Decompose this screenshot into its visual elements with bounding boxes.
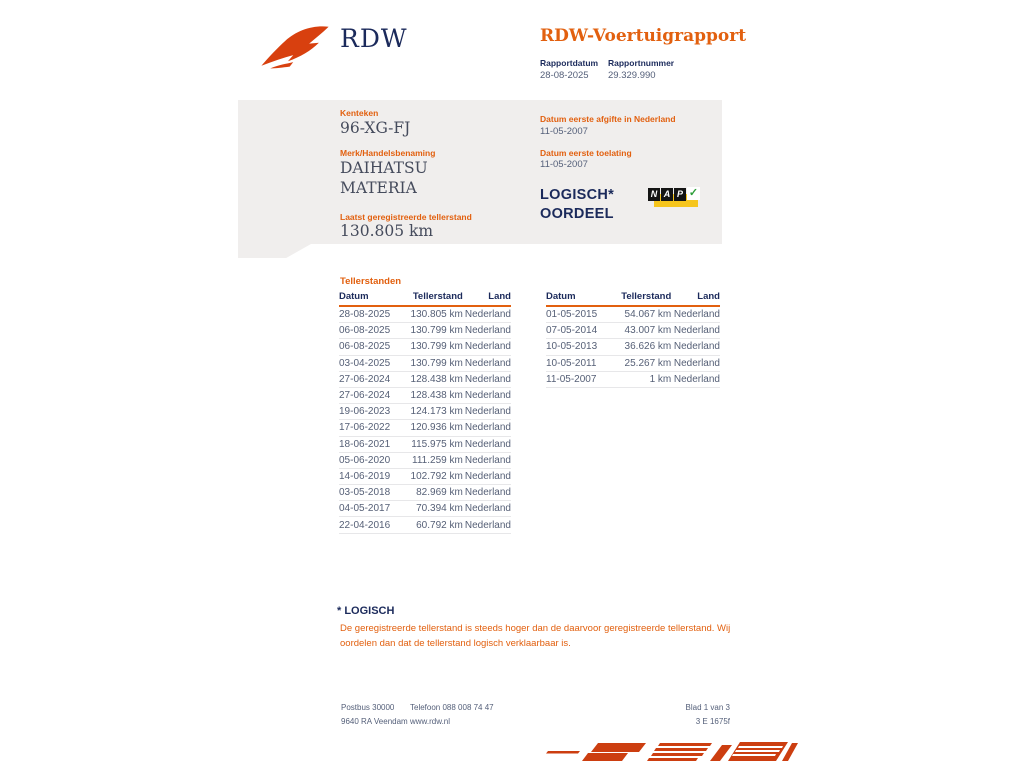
tellerstanden-table-left <box>339 289 511 534</box>
oordeel-verdict <box>540 186 614 223</box>
datum-cell: 22-04-2016 <box>339 517 401 533</box>
land-cell: Nederland <box>463 306 511 323</box>
footer-address-line1: Postbus 30000 <box>341 703 395 712</box>
datum-cell: 18-06-2021 <box>339 436 401 452</box>
land-cell: Nederland <box>463 323 511 339</box>
footer-form-code: 3 E 1675f <box>695 717 730 726</box>
nap-checkmark-icon: ✓ <box>688 187 699 199</box>
datum-cell: 27-06-2024 <box>339 371 401 387</box>
vehicle-summary-box-tab <box>238 244 311 258</box>
tellerstand-cell: 43.007 km <box>609 323 672 339</box>
land-cell: Nederland <box>463 485 511 501</box>
report-number-label: Rapportnummer <box>608 58 675 68</box>
rdw-stripes-graphic <box>540 737 798 768</box>
kenteken-value: 96-XG-FJ <box>340 119 411 137</box>
table-row <box>546 339 720 355</box>
table-row <box>546 371 720 387</box>
tellerstand-cell: 36.626 km <box>609 339 672 355</box>
model-value: MATERIA <box>340 179 417 197</box>
land-cell: Nederland <box>671 355 720 371</box>
footer-address-line2: 9640 RA Veendam <box>341 717 408 726</box>
col-header-land: Land <box>463 289 511 306</box>
report-number-value: 29.329.990 <box>608 70 656 81</box>
eerste-toelating-value: 11-05-2007 <box>540 159 588 170</box>
datum-cell: 28-08-2025 <box>339 306 401 323</box>
land-cell: Nederland <box>671 371 720 387</box>
report-date-value: 28-08-2025 <box>540 70 589 81</box>
datum-cell: 11-05-2007 <box>546 371 609 387</box>
eerste-toelating-label: Datum eerste toelating <box>540 148 632 158</box>
datum-cell: 10-05-2013 <box>546 339 609 355</box>
kenteken-label: Kenteken <box>340 108 379 118</box>
table-row <box>546 323 720 339</box>
table-row <box>339 355 511 371</box>
tellerstand-cell: 130.799 km <box>401 355 463 371</box>
land-cell: Nederland <box>671 323 720 339</box>
logisch-footnote-title: * LOGISCH <box>337 605 395 617</box>
laatste-tellerstand-value: 130.805 km <box>340 222 434 240</box>
table-header-row <box>546 289 720 306</box>
table-row <box>339 387 511 403</box>
land-cell: Nederland <box>463 371 511 387</box>
tellerstand-cell: 1 km <box>609 371 672 387</box>
tellerstand-cell: 25.267 km <box>609 355 672 371</box>
land-cell: Nederland <box>463 436 511 452</box>
table-row <box>339 501 511 517</box>
land-cell: Nederland <box>463 452 511 468</box>
footer-page-info <box>530 701 730 729</box>
datum-cell: 01-05-2015 <box>546 306 609 323</box>
col-header-land: Land <box>671 289 720 306</box>
eerste-afgifte-label: Datum eerste afgifte in Nederland <box>540 114 676 124</box>
tellerstand-cell: 128.438 km <box>401 387 463 403</box>
table-row <box>339 517 511 533</box>
table-row <box>546 355 720 371</box>
datum-cell: 06-08-2025 <box>339 323 401 339</box>
nap-logo <box>648 185 700 211</box>
tellerstand-cell: 128.438 km <box>401 371 463 387</box>
col-header-tellerstand: Tellerstand <box>401 289 463 306</box>
tellerstand-cell: 102.792 km <box>401 468 463 484</box>
report-title: RDW-Voertuigrapport <box>540 26 747 46</box>
tellerstand-cell: 130.799 km <box>401 339 463 355</box>
merk-label: Merk/Handelsbenaming <box>340 148 436 158</box>
table-row <box>339 452 511 468</box>
datum-cell: 06-08-2025 <box>339 339 401 355</box>
datum-cell: 05-06-2020 <box>339 452 401 468</box>
land-cell: Nederland <box>463 404 511 420</box>
logisch-footnote-text: De geregistreerde tellerstand is steeds hoger dan de daarvoor geregistreerde tellerstand. Wij oordelen dan dat de tellerstand logisch verklaarbaar is. <box>340 623 731 649</box>
datum-cell: 17-06-2022 <box>339 420 401 436</box>
col-header-tellerstand: Tellerstand <box>609 289 672 306</box>
report-date-label: Rapportdatum <box>540 58 599 68</box>
land-cell: Nederland <box>463 420 511 436</box>
datum-cell: 14-06-2019 <box>339 468 401 484</box>
land-cell: Nederland <box>463 468 511 484</box>
col-header-datum: Datum <box>546 289 609 306</box>
table-row <box>339 371 511 387</box>
tellerstand-cell: 54.067 km <box>609 306 672 323</box>
footer-address <box>341 701 408 729</box>
land-cell: Nederland <box>463 387 511 403</box>
tellerstand-cell: 124.173 km <box>401 404 463 420</box>
nap-letter-n: N <box>648 188 660 201</box>
table-row <box>339 436 511 452</box>
land-cell: Nederland <box>463 339 511 355</box>
tellerstand-cell: 82.969 km <box>401 485 463 501</box>
tellerstand-cell: 115.975 km <box>401 436 463 452</box>
table-row <box>339 323 511 339</box>
footer-website: www.rdw.nl <box>410 717 451 726</box>
oordeel-line2: OORDEEL <box>540 205 614 222</box>
land-cell: Nederland <box>463 501 511 517</box>
table-row <box>339 420 511 436</box>
tellerstand-cell: 130.799 km <box>401 323 463 339</box>
tellerstand-cell: 111.259 km <box>401 452 463 468</box>
nap-letter-p: P <box>674 188 686 201</box>
tellerstand-cell: 130.805 km <box>401 306 463 323</box>
table-row <box>339 339 511 355</box>
rdw-wordmark: RDW <box>340 24 408 53</box>
land-cell: Nederland <box>463 355 511 371</box>
datum-cell: 04-05-2017 <box>339 501 401 517</box>
table-header-row <box>339 289 511 306</box>
footer-page-number: Blad 1 van 3 <box>685 703 730 712</box>
land-cell: Nederland <box>463 517 511 533</box>
nap-letter-a: A <box>661 188 673 201</box>
tellerstand-cell: 120.936 km <box>401 420 463 436</box>
footer-phone: Telefoon 088 008 74 47 <box>410 703 494 712</box>
table-row <box>339 404 511 420</box>
datum-cell: 03-04-2025 <box>339 355 401 371</box>
land-cell: Nederland <box>671 306 720 323</box>
datum-cell: 27-06-2024 <box>339 387 401 403</box>
table-row <box>546 306 720 323</box>
merk-value: DAIHATSU <box>340 159 428 177</box>
land-cell: Nederland <box>671 339 720 355</box>
footer-contact <box>410 701 494 729</box>
tellerstand-cell: 70.394 km <box>401 501 463 517</box>
datum-cell: 03-05-2018 <box>339 485 401 501</box>
table-row <box>339 485 511 501</box>
rdw-wing-logo-icon <box>256 25 334 71</box>
tellerstanden-section-title: Tellerstanden <box>340 276 402 287</box>
datum-cell: 19-06-2023 <box>339 404 401 420</box>
col-header-datum: Datum <box>339 289 401 306</box>
table-row <box>339 468 511 484</box>
oordeel-line1: LOGISCH* <box>540 187 615 203</box>
tellerstand-cell: 60.792 km <box>401 517 463 533</box>
eerste-afgifte-value: 11-05-2007 <box>540 126 588 137</box>
datum-cell: 10-05-2011 <box>546 355 609 371</box>
laatste-tellerstand-label: Laatst geregistreerde tellerstand <box>340 212 472 222</box>
table-row <box>339 306 511 323</box>
tellerstanden-table-right <box>546 289 720 388</box>
datum-cell: 07-05-2014 <box>546 323 609 339</box>
